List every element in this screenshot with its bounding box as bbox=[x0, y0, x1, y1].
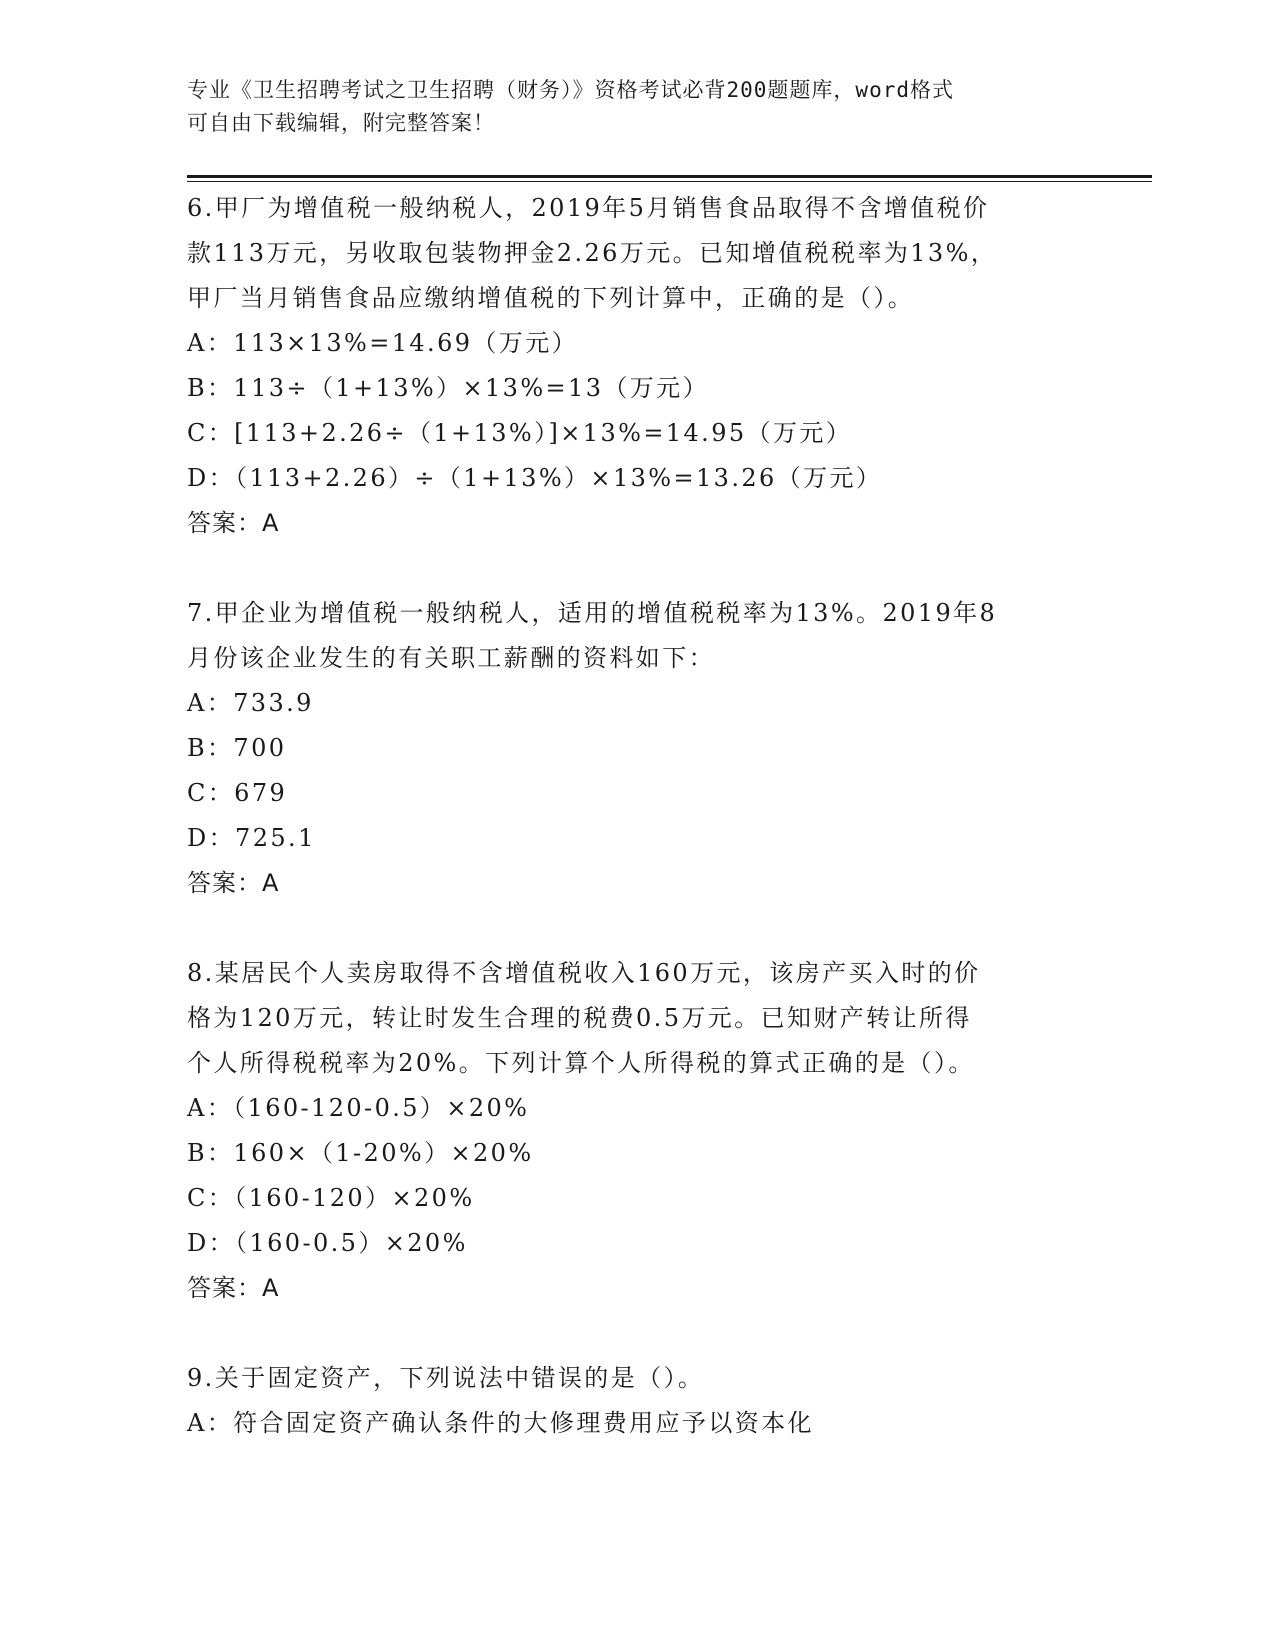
header-divider-thin bbox=[187, 181, 1152, 182]
question-text-line: 7.甲企业为增值税一般纳税人，适用的增值税税率为13%。2019年8 bbox=[187, 599, 998, 627]
option-c: C：[113+2.26÷（1+13%）]×13%=14.95（万元） bbox=[187, 419, 853, 447]
question-spacer bbox=[187, 546, 1067, 591]
option-a: A：（160-120-0.5）×20% bbox=[187, 1094, 530, 1122]
answer-line: 答案：A bbox=[187, 509, 280, 537]
option-b: B：700 bbox=[187, 734, 287, 762]
option-b: B：113÷（1+13%）×13%=13（万元） bbox=[187, 374, 709, 402]
header-title-line-1: 专业《卫生招聘考试之卫生招聘（财务）》资格考试必背200题题库，word格式 bbox=[187, 78, 954, 102]
question-text-line: 月份该企业发生的有关职工薪酬的资料如下： bbox=[187, 644, 715, 672]
question-text-line: 6.甲厂为增值税一般纳税人，2019年5月销售食品取得不含增值税价 bbox=[187, 194, 990, 222]
question-text-line: 格为120万元，转让时发生合理的税费0.5万元。已知财产转让所得 bbox=[187, 1004, 972, 1032]
option-d: D：（160-0.5）×20% bbox=[187, 1229, 468, 1257]
question-text-line: 款113万元，另收取包装物押金2.26万元。已知增值税税率为13%， bbox=[187, 239, 998, 267]
answer-line: 答案：A bbox=[187, 1274, 280, 1302]
question-list bbox=[187, 186, 1067, 1446]
header-divider-thick bbox=[187, 175, 1152, 178]
document-header bbox=[187, 74, 1067, 140]
option-c: C：（160-120）×20% bbox=[187, 1184, 475, 1212]
question-spacer bbox=[187, 906, 1067, 951]
option-c: C：679 bbox=[187, 779, 288, 807]
question-9 bbox=[187, 1356, 1067, 1446]
question-text-line: 个人所得税税率为20%。下列计算个人所得税的算式正确的是（）。 bbox=[187, 1049, 975, 1077]
option-d: D：（113+2.26）÷（1+13%）×13%=13.26（万元） bbox=[187, 464, 883, 492]
option-a: A：符合固定资产确认条件的大修理费用应予以资本化 bbox=[187, 1409, 814, 1437]
question-text-line: 甲厂当月销售食品应缴纳增值税的下列计算中，正确的是（）。 bbox=[187, 284, 915, 312]
question-text-line: 8.某居民个人卖房取得不含增值税收入160万元，该房产买入时的价 bbox=[187, 959, 981, 987]
answer-line: 答案：A bbox=[187, 869, 280, 897]
option-a: A：113×13%=14.69（万元） bbox=[187, 329, 579, 357]
option-a: A：733.9 bbox=[187, 689, 314, 717]
question-7 bbox=[187, 591, 1067, 906]
option-d: D：725.1 bbox=[187, 824, 316, 852]
question-spacer bbox=[187, 1311, 1067, 1356]
question-text-line: 9.关于固定资产，下列说法中错误的是（）。 bbox=[187, 1364, 705, 1392]
header-title-line-2: 可自由下载编辑，附完整答案！ bbox=[187, 111, 495, 135]
question-6 bbox=[187, 186, 1067, 546]
option-b: B：160×（1-20%）×20% bbox=[187, 1139, 534, 1167]
question-8 bbox=[187, 951, 1067, 1311]
